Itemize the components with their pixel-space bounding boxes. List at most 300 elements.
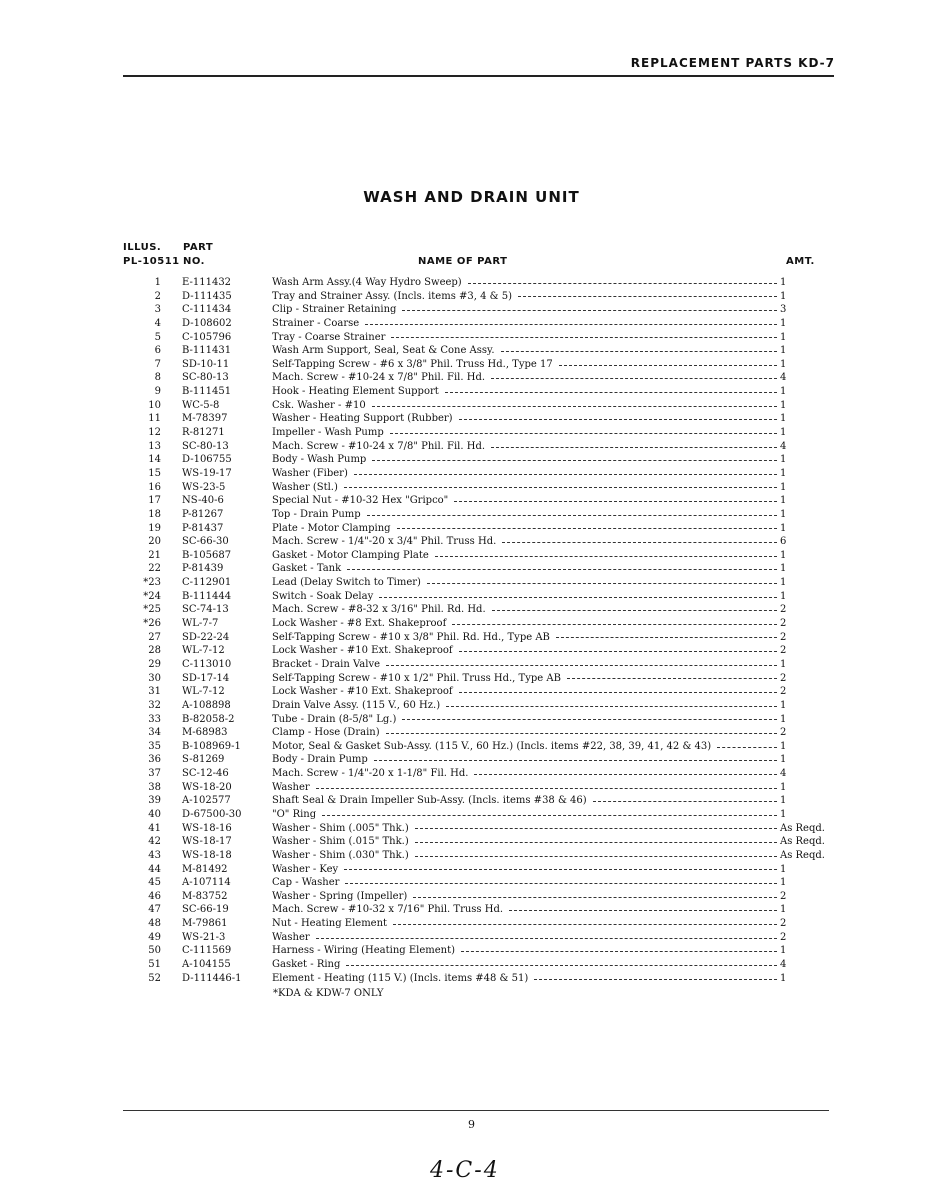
table-row (0, 508, 943, 522)
dot-leader (379, 597, 777, 598)
part-name-cell (272, 917, 777, 931)
illus-number: 4 (154, 317, 161, 329)
part-number: C-111569 (182, 945, 232, 957)
table-row (0, 331, 943, 345)
part-number: SD-10-11 (182, 358, 230, 370)
illus-number: 46 (148, 890, 161, 902)
part-name-cell (272, 399, 777, 413)
part-name: Wash Arm Assy.(4 Way Hydro Sweep) (272, 277, 462, 288)
dot-leader (386, 665, 777, 666)
part-number: C-113010 (182, 658, 232, 670)
dot-leader (390, 433, 777, 434)
table-row (0, 276, 943, 290)
part-name: Self-Tapping Screw - #10 x 3/8" Phil. Rd. Hd., Type AB (272, 631, 550, 643)
part-number: M-81492 (182, 863, 228, 875)
part-amount: 4 (780, 440, 787, 452)
part-amount: As Reqd. (780, 836, 825, 848)
part-name-cell (272, 522, 777, 536)
dot-leader (316, 788, 777, 789)
illus-number: 5 (154, 331, 161, 343)
illus-number: 9 (154, 386, 161, 398)
dot-leader (501, 351, 777, 352)
part-number: SC-66-30 (182, 536, 229, 548)
part-name-cell (272, 781, 777, 795)
dot-leader (415, 842, 777, 843)
part-number: A-102577 (182, 795, 231, 807)
part-name: Tray and Strainer Assy. (Incls. items #3, 4 & 5) (272, 290, 513, 302)
name-header: NAME OF PART (418, 256, 508, 267)
dot-leader (344, 869, 777, 870)
part-name: Gasket - Motor Clamping Plate (272, 549, 429, 561)
dot-leader (593, 801, 777, 802)
part-number: WS-18-16 (182, 822, 232, 834)
part-amount: 1 (780, 658, 787, 670)
part-amount: 1 (780, 495, 787, 507)
table-row (0, 317, 943, 331)
part-name-cell (272, 440, 777, 454)
part-name: Self-Tapping Screw - #6 x 3/8" Phil. Truss Hd., Type 17 (272, 358, 553, 370)
dot-leader (347, 569, 777, 570)
part-amount: 2 (780, 604, 787, 616)
part-name: Mach. Screw - #8-32 x 3/16" Phil. Rd. Hd. (272, 604, 486, 616)
illus-number: 47 (148, 904, 161, 916)
table-row (0, 726, 943, 740)
part-number: D-111435 (182, 290, 232, 302)
part-number: WS-23-5 (182, 481, 226, 493)
part-name-cell (272, 740, 777, 754)
part-amount: 1 (780, 549, 787, 561)
part-name: Mach. Screw - #10-24 x 7/8" Phil. Fil. Hd. (272, 372, 486, 384)
part-amount: 2 (780, 672, 787, 684)
table-row (0, 808, 943, 822)
table-row (0, 644, 943, 658)
part-name: Body - Drain Pump (272, 754, 368, 766)
illus-number: 50 (148, 945, 161, 957)
illus-number: 35 (148, 740, 161, 752)
part-name-cell (272, 822, 777, 836)
dot-leader (344, 487, 777, 488)
illus-number: 51 (148, 959, 161, 971)
illus-number: 20 (148, 536, 161, 548)
part-amount: 1 (780, 877, 787, 889)
illus-number: 2 (154, 290, 161, 302)
part-number: WS-18-20 (182, 781, 232, 793)
illus-number: 49 (148, 931, 161, 943)
part-name: Lock Washer - #10 Ext. Shakeproof (272, 686, 453, 698)
dot-leader (345, 883, 777, 884)
part-name: Washer (Fiber) (272, 467, 348, 479)
part-name-cell (272, 890, 777, 904)
part-amount: 1 (780, 795, 787, 807)
illus-number: 11 (148, 413, 161, 425)
part-name-cell (272, 617, 777, 631)
part-number: SC-74-13 (182, 604, 229, 616)
illus-number: 22 (148, 563, 161, 575)
table-row (0, 290, 943, 304)
part-name-cell (272, 753, 777, 767)
part-number: NS-40-6 (182, 495, 224, 507)
dot-leader (559, 365, 777, 366)
part-name-cell (272, 453, 777, 467)
part-name-cell (272, 849, 777, 863)
part-name: Mach. Screw - 1/4"-20 x 3/4" Phil. Truss Hd. (272, 536, 497, 548)
part-amount: 2 (780, 631, 787, 643)
part-amount: 2 (780, 618, 787, 630)
part-name-cell (272, 672, 777, 686)
part-number: A-107114 (182, 877, 231, 889)
dot-leader (402, 310, 777, 311)
dot-leader (374, 760, 777, 761)
part-name-cell (272, 549, 777, 563)
part-name-cell (272, 863, 777, 877)
part-name: Gasket - Ring (272, 959, 341, 971)
table-row (0, 658, 943, 672)
amt-header: AMT. (786, 256, 815, 267)
part-name: Washer - Shim (.005" Thk.) (272, 822, 409, 834)
part-amount: 2 (780, 686, 787, 698)
dot-leader (367, 515, 777, 516)
part-name-cell (272, 494, 777, 508)
table-row (0, 631, 943, 645)
part-name-cell (272, 931, 777, 945)
part-name-cell (272, 808, 777, 822)
illus-number: 44 (148, 863, 161, 875)
illus-number: 36 (148, 754, 161, 766)
part-amount: 1 (780, 904, 787, 916)
part-name-cell (272, 535, 777, 549)
dot-leader (556, 637, 777, 638)
part-name-cell (272, 903, 777, 917)
footer-rule (123, 1110, 829, 1111)
illus-number: *24 (143, 590, 161, 602)
dot-leader (372, 406, 777, 407)
table-row (0, 699, 943, 713)
dot-leader (452, 624, 777, 625)
handwritten-mark: 4-C-4 (430, 1158, 500, 1183)
part-amount: 1 (780, 454, 787, 466)
part-name: Lock Washer - #10 Ext. Shakeproof (272, 645, 453, 657)
illus-number: 6 (154, 345, 161, 357)
part-amount: 1 (780, 427, 787, 439)
part-name-cell (272, 644, 777, 658)
dot-leader (491, 378, 777, 379)
dot-leader (492, 610, 777, 611)
part-number: P-81437 (182, 522, 224, 534)
illus-number: 42 (148, 836, 161, 848)
part-name-cell (272, 371, 777, 385)
part-amount: 1 (780, 754, 787, 766)
table-row (0, 590, 943, 604)
part-name-cell (272, 713, 777, 727)
part-number: M-83752 (182, 890, 228, 902)
dot-leader (322, 815, 777, 816)
dot-leader (391, 337, 777, 338)
dot-leader (491, 447, 777, 448)
part-amount: 1 (780, 713, 787, 725)
dot-leader (386, 733, 777, 734)
table-row (0, 890, 943, 904)
part-amount: 1 (780, 481, 787, 493)
part-number: C-105796 (182, 331, 232, 343)
part-name: Impeller - Wash Pump (272, 427, 384, 439)
table-row (0, 685, 943, 699)
dot-leader (354, 474, 777, 475)
dot-leader (393, 924, 777, 925)
part-number: WL-7-7 (182, 618, 219, 630)
part-number: WL-7-12 (182, 645, 225, 657)
part-number: M-78397 (182, 413, 228, 425)
footnote: *KDA & KDW-7 ONLY (273, 988, 384, 999)
part-amount: 1 (780, 399, 787, 411)
table-row (0, 603, 943, 617)
part-amount: 4 (780, 372, 787, 384)
part-amount: 3 (780, 304, 787, 316)
part-name-cell (272, 631, 777, 645)
part-name-cell (272, 699, 777, 713)
part-amount: 1 (780, 781, 787, 793)
part-amount: 4 (780, 768, 787, 780)
illus-header-line2: PL-10511 (123, 256, 180, 267)
table-row (0, 522, 943, 536)
illus-number: 30 (148, 672, 161, 684)
part-amount: 2 (780, 727, 787, 739)
table-row (0, 494, 943, 508)
table-row (0, 385, 943, 399)
part-number: B-82058-2 (182, 713, 235, 725)
part-name-cell (272, 481, 777, 495)
part-name-cell (272, 767, 777, 781)
part-number: WC-5-8 (182, 399, 220, 411)
table-row (0, 549, 943, 563)
table-row (0, 344, 943, 358)
part-number: SD-22-24 (182, 631, 230, 643)
part-number: D-111446-1 (182, 972, 242, 984)
part-amount: 2 (780, 645, 787, 657)
part-name: Motor, Seal & Gasket Sub-Assy. (115 V., 60 Hz.) (Incls. items #22, 38, 39, 41, 42 & 43) (272, 740, 712, 752)
dot-leader (534, 979, 777, 980)
illus-number: 21 (148, 549, 161, 561)
part-number: SC-66-19 (182, 904, 229, 916)
dot-leader (459, 651, 777, 652)
dot-leader (316, 938, 777, 939)
table-row (0, 876, 943, 890)
illus-number: 34 (148, 727, 161, 739)
part-amount: 1 (780, 331, 787, 343)
part-name-cell (272, 426, 777, 440)
part-number: SC-80-13 (182, 440, 229, 452)
part-number: P-81439 (182, 563, 224, 575)
illus-number: 29 (148, 658, 161, 670)
dot-leader (445, 392, 777, 393)
illus-number: 14 (148, 454, 161, 466)
dot-leader (509, 910, 777, 911)
part-amount: 1 (780, 808, 787, 820)
header-rule (123, 75, 834, 77)
part-name-cell (272, 331, 777, 345)
part-name: Plate - Motor Clamping (272, 522, 391, 534)
part-number: SC-12-46 (182, 768, 229, 780)
dot-leader (427, 583, 777, 584)
part-number: M-79861 (182, 918, 228, 930)
part-name: Top - Drain Pump (272, 508, 361, 520)
illus-number: 37 (148, 768, 161, 780)
part-name: Lead (Delay Switch to Timer) (272, 577, 421, 589)
part-name: Clip - Strainer Retaining (272, 304, 397, 316)
illus-number: 52 (148, 972, 161, 984)
part-name: Harness - Wiring (Heating Element) (272, 945, 456, 957)
illus-number: 10 (148, 399, 161, 411)
part-name-cell (272, 685, 777, 699)
part-number: A-104155 (182, 959, 231, 971)
illus-number: 27 (148, 631, 161, 643)
illus-number: 19 (148, 522, 161, 534)
dot-leader (413, 897, 777, 898)
part-number: P-81267 (182, 508, 224, 520)
part-name: Strainer - Coarse (272, 317, 360, 329)
part-amount: 1 (780, 590, 787, 602)
part-number: B-111451 (182, 386, 232, 398)
section-title: WASH AND DRAIN UNIT (363, 188, 580, 206)
part-amount: 1 (780, 972, 787, 984)
dot-leader (397, 528, 777, 529)
part-name: Washer - Key (272, 863, 339, 875)
part-name: Washer (272, 931, 310, 943)
part-name: Washer - Spring (Impeller) (272, 890, 408, 902)
part-name-cell (272, 344, 777, 358)
illus-number: 45 (148, 877, 161, 889)
part-number: B-105687 (182, 549, 232, 561)
part-name: Wash Arm Support, Seal, Seat & Cone Assy. (272, 345, 495, 357)
dot-leader (459, 419, 777, 420)
part-number: WS-18-18 (182, 849, 232, 861)
dot-leader (446, 706, 777, 707)
table-row (0, 358, 943, 372)
illus-number: 8 (154, 372, 161, 384)
part-name-cell (272, 303, 777, 317)
illus-number: 3 (154, 304, 161, 316)
part-name: Clamp - Hose (Drain) (272, 727, 380, 739)
part-name: Element - Heating (115 V.) (Incls. items #48 & 51) (272, 972, 529, 984)
table-row (0, 562, 943, 576)
part-amount: 1 (780, 945, 787, 957)
table-row (0, 903, 943, 917)
part-name-cell (272, 944, 777, 958)
part-amount: 1 (780, 508, 787, 520)
part-name-cell (272, 412, 777, 426)
part-amount: 6 (780, 536, 787, 548)
table-row (0, 822, 943, 836)
illus-number: 1 (154, 277, 161, 288)
part-number: B-111431 (182, 345, 232, 357)
part-name-cell (272, 958, 777, 972)
part-name: Nut - Heating Element (272, 918, 388, 930)
part-amount: 1 (780, 317, 787, 329)
part-name-cell (272, 794, 777, 808)
part-name: Tray - Coarse Strainer (272, 331, 386, 343)
part-amount: 4 (780, 959, 787, 971)
illus-number: 39 (148, 795, 161, 807)
part-name: Body - Wash Pump (272, 454, 367, 466)
illus-number: 15 (148, 467, 161, 479)
part-amount: 1 (780, 358, 787, 370)
part-number: D-67500-30 (182, 808, 242, 820)
part-amount: 1 (780, 577, 787, 589)
table-row (0, 740, 943, 754)
part-number: D-106755 (182, 454, 232, 466)
part-name: Tube - Drain (8-5/8" Lg.) (272, 713, 397, 725)
table-row (0, 399, 943, 413)
illus-number: 13 (148, 440, 161, 452)
part-amount: 1 (780, 563, 787, 575)
table-row (0, 944, 943, 958)
table-row (0, 767, 943, 781)
part-name: Lock Washer - #8 Ext. Shakeproof (272, 618, 447, 630)
dot-leader (717, 747, 777, 748)
table-row (0, 794, 943, 808)
page-number: 9 (468, 1118, 475, 1131)
part-name: Special Nut - #10-32 Hex "Gripco" (272, 495, 449, 507)
dot-leader (567, 678, 777, 679)
dot-leader (459, 692, 777, 693)
part-name: Hook - Heating Element Support (272, 386, 439, 398)
part-amount: 1 (780, 467, 787, 479)
illus-header-line1: ILLUS. (123, 242, 162, 253)
part-amount: 1 (780, 386, 787, 398)
part-number: WS-18-17 (182, 836, 232, 848)
part-number: C-111434 (182, 304, 232, 316)
part-name: Washer - Heating Support (Rubber) (272, 413, 453, 425)
part-amount: 1 (780, 522, 787, 534)
part-name-cell (272, 290, 777, 304)
dot-leader (372, 460, 777, 461)
part-amount: 1 (780, 277, 787, 288)
dot-leader (518, 296, 777, 297)
table-row (0, 535, 943, 549)
illus-number: 43 (148, 849, 161, 861)
part-number: D-108602 (182, 317, 232, 329)
part-name: Washer (272, 781, 310, 793)
part-name: Washer - Shim (.015" Thk.) (272, 836, 409, 848)
part-name-cell (272, 467, 777, 481)
dot-leader (435, 556, 777, 557)
illus-number: *23 (143, 577, 161, 589)
illus-number: 12 (148, 427, 161, 439)
table-row (0, 371, 943, 385)
part-name-cell (272, 972, 777, 986)
part-number: SC-80-13 (182, 372, 229, 384)
table-row (0, 849, 943, 863)
part-name-cell (272, 658, 777, 672)
illus-number: 28 (148, 645, 161, 657)
part-number: WS-19-17 (182, 467, 232, 479)
part-name-cell (272, 590, 777, 604)
part-number: WS-21-3 (182, 931, 226, 943)
part-name: Shaft Seal & Drain Impeller Sub-Assy. (Incls. items #38 & 46) (272, 795, 587, 807)
part-number: C-112901 (182, 577, 232, 589)
table-row (0, 958, 943, 972)
table-row (0, 753, 943, 767)
table-row (0, 713, 943, 727)
part-header-line2: NO. (183, 256, 205, 267)
part-name-cell (272, 576, 777, 590)
table-row (0, 467, 943, 481)
part-name: Drain Valve Assy. (115 V., 60 Hz.) (272, 699, 441, 711)
illus-number: 18 (148, 508, 161, 520)
illus-number: *26 (143, 618, 161, 630)
part-name-cell (272, 603, 777, 617)
illus-number: 40 (148, 808, 161, 820)
part-amount: 1 (780, 345, 787, 357)
